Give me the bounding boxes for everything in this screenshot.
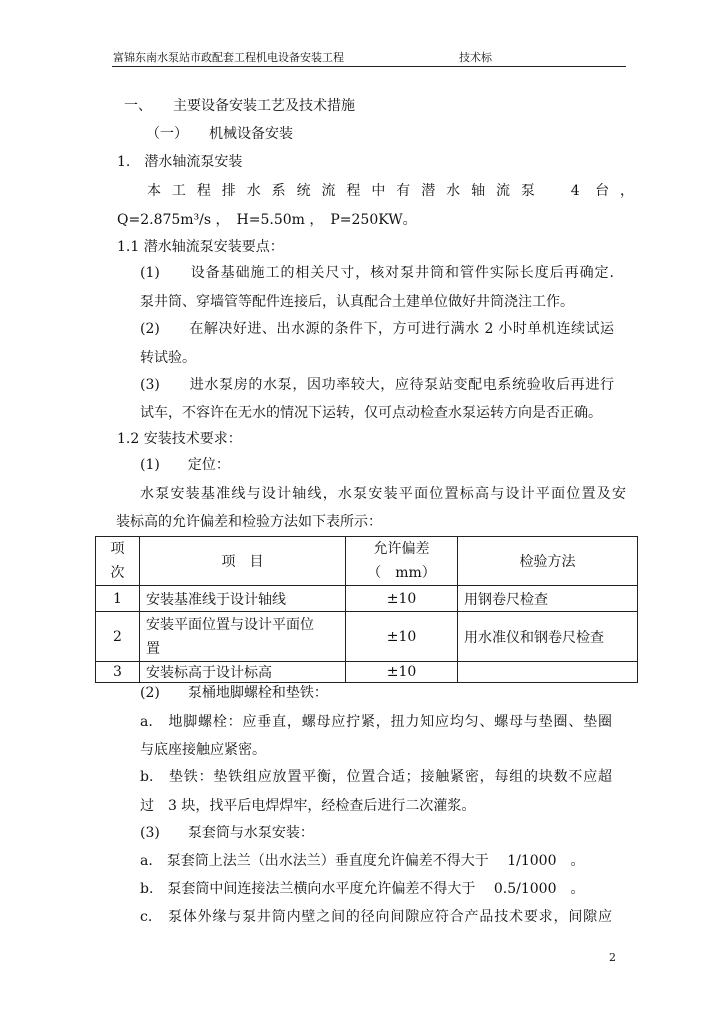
header-method: 检验方法 bbox=[519, 554, 576, 570]
list-item-line: (1) 定位： bbox=[140, 457, 230, 473]
subsection-heading-1-1: 1.1 潜水轴流泵安装要点： bbox=[117, 239, 284, 255]
list-item-line: (1) 设备基础施工的相关尺寸，核对泵井筒和管件实际长度后再确定. bbox=[140, 265, 614, 281]
paragraph-line: 装标高的允许偏差和检验方法如下表所示： bbox=[116, 514, 382, 530]
list-item-line: a. 地脚螺栓：应垂直，螺母应拧紧，扭力知应均匀、螺母与垫圈、垫圈 bbox=[140, 714, 612, 730]
tolerance-table bbox=[95, 536, 638, 683]
paragraph-line: 本工程排水系统流程中有潜水轴流泵 4 台， bbox=[147, 183, 634, 199]
table-cell: 用水准仪和钢卷尺检查 bbox=[458, 612, 638, 662]
table-cell: 用钢卷尺检查 bbox=[458, 586, 638, 612]
table-header-row bbox=[96, 537, 638, 586]
table-cell: ±10 bbox=[346, 586, 458, 612]
header-project-title: 富锦东南水泵站市政配套工程机电设备安装工程 bbox=[113, 51, 344, 64]
list-item-line: (2) 泵桶地脚螺栓和垫铁： bbox=[140, 685, 328, 701]
subsection-heading-1-2: 1.2 安装技术要求： bbox=[117, 431, 242, 447]
section-heading-1: 一、 主要设备安装工艺及技术措施 bbox=[124, 98, 355, 114]
table-cell: ±10 bbox=[346, 662, 458, 683]
list-item-line: 试车，不容许在无水的情况下运转，仅可点动检查水泵运转方向是否正确。 bbox=[140, 405, 602, 421]
header-tol-line1: 允许偏差 bbox=[373, 541, 430, 557]
header-item: 项 目 bbox=[221, 554, 264, 570]
table-cell: 1 bbox=[96, 586, 140, 612]
list-item-line: (3) 泵套筒与水泵安装： bbox=[140, 825, 314, 841]
table-header-cell bbox=[96, 537, 140, 586]
list-item-line: b. 垫铁：垫铁组应放置平衡，位置合适；接触紧密，每组的块数不应超 bbox=[140, 769, 612, 785]
paragraph-line: 水泵安装基准线与设计轴线，水泵安装平面位置标高与设计平面位置及安 bbox=[140, 486, 626, 502]
table-cell bbox=[458, 662, 638, 683]
page-number: 2 bbox=[609, 951, 616, 964]
table-header-cell bbox=[458, 537, 638, 586]
list-item-line: (3) 进水泵房的水泵，因功率较大，应待泵站变配电系统验收后再进行 bbox=[140, 377, 614, 393]
section-heading-2: （一） 机械设备安装 bbox=[146, 126, 293, 142]
table-cell: 2 bbox=[96, 612, 140, 662]
table-cell: 安装基准线于设计轴线 bbox=[140, 586, 346, 612]
list-item-line: 转试验。 bbox=[140, 350, 196, 366]
table-cell-line: 置 bbox=[146, 640, 160, 657]
list-item-line: a. 泵套筒上法兰（出水法兰）垂直度允许偏差不得大于 1/1000 。 bbox=[140, 853, 585, 869]
table-cell bbox=[140, 612, 346, 662]
list-item-line: c. 泵体外缘与泵井筒内壁之间的径向间隙应符合产品技术要求，间隙应 bbox=[140, 909, 612, 925]
table-row bbox=[96, 662, 638, 683]
section-heading-3: 1. 潜水轴流泵安装 bbox=[117, 154, 243, 170]
header-tol-line2: （ mm） bbox=[367, 565, 436, 581]
list-item-line: (2) 在解决好进、出水源的条件下，方可进行满水 2 小时单机连续试运 bbox=[140, 321, 614, 337]
table-header-cell bbox=[346, 537, 458, 586]
paragraph-line: Q=2.875m³/s ， H=5.50m ， P=250KW。 bbox=[117, 212, 417, 228]
table-row bbox=[96, 612, 638, 662]
list-item-line: 与底座接触应紧密。 bbox=[140, 742, 266, 758]
header-no-line2: 次 bbox=[110, 565, 125, 581]
list-item-line: 过 3 块，找平后电焊焊牢，经检查后进行二次灌浆。 bbox=[140, 798, 476, 814]
header-doc-type: 技术标 bbox=[459, 51, 492, 64]
table-cell: ±10 bbox=[346, 612, 458, 662]
header-divider bbox=[112, 66, 626, 67]
table-cell-line: 安装平面位置与设计平面位 bbox=[146, 616, 314, 633]
table-row bbox=[96, 586, 638, 612]
header-no-line1: 项 bbox=[110, 541, 125, 557]
list-item-line: b. 泵套筒中间连接法兰横向水平度允许偏差不得大于 0.5/1000 。 bbox=[140, 881, 585, 897]
list-item-line: 泵井筒、穿墙管等配件连接后，认真配合土建单位做好井筒浇注工作。 bbox=[140, 294, 574, 310]
table-cell: 3 bbox=[96, 662, 140, 683]
table-header-cell bbox=[140, 537, 346, 586]
table-cell: 安装标高于设计标高 bbox=[140, 662, 346, 683]
